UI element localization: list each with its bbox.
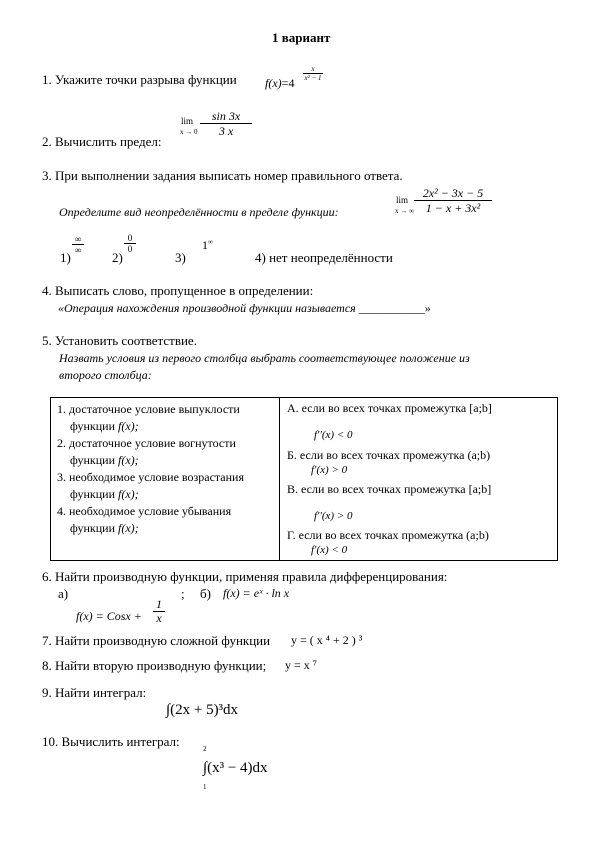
- left-item-4-line-2: [70, 521, 139, 536]
- left-item-1-line-2: [70, 419, 139, 434]
- integral-upper-limit: 2: [203, 745, 207, 753]
- left-item-3-line-2: [70, 487, 139, 502]
- right-item-g-formula: f′(x) < 0: [311, 544, 348, 556]
- option-2-fraction: [124, 233, 136, 254]
- conditions-table: [50, 397, 558, 561]
- left-item-3-line-1: 3. необходимое условие возрастания: [57, 470, 244, 484]
- limit-denominator: 3 x: [218, 124, 234, 138]
- left-item-2-label: функции: [70, 453, 118, 467]
- option-3-base: 1: [202, 238, 208, 252]
- conditions-right-column: [280, 398, 558, 561]
- exponent-denominator: x² − 1: [304, 74, 322, 82]
- limit-symbol: lim: [181, 116, 194, 126]
- question-6-label-b: б): [200, 586, 211, 601]
- option-2-denominator: 0: [127, 244, 133, 254]
- question-6-text: 6. Найти производную функции, применяя правила дифференцирования:: [42, 569, 448, 584]
- question-5-instruction-2: второго столбца:: [59, 368, 152, 382]
- right-item-g-text: Г. если во всех точках промежутка (a;b): [287, 528, 489, 542]
- left-item-2-line-2: [70, 453, 139, 468]
- fraction-denominator: x: [156, 611, 162, 625]
- question-1-exponent: [300, 65, 326, 82]
- question-6-label-a: а): [58, 586, 69, 601]
- question-3-instruction: Определите вид неопределённости в пределе функции:: [59, 205, 339, 219]
- option-2-label: 2): [112, 250, 123, 265]
- question-5-instruction-1: Назвать условия из первого столбца выбрать соответствующее положение из: [59, 351, 470, 365]
- left-item-4-fx: f(x);: [118, 521, 139, 535]
- question-3-text: 3. При выполнении задания выписать номер правильного ответа.: [42, 168, 403, 183]
- left-item-1-line-1: 1. достаточное условие выпуклости: [57, 402, 240, 416]
- option-1-denominator: ∞: [74, 245, 82, 255]
- question-6-a-formula: f(x) = Cosx +: [76, 609, 142, 623]
- question-2-text: 2. Вычислить предел:: [42, 134, 162, 149]
- right-item-b-formula: f′(x) > 0: [311, 464, 348, 476]
- question-7-text: 7. Найти производную сложной функции: [42, 633, 271, 648]
- question-1-text: 1. Укажите точки разрыва функции: [42, 72, 237, 87]
- fraction-numerator: 1: [156, 597, 162, 611]
- question-8-text: 8. Найти вторую производную функции;: [42, 658, 267, 673]
- option-2-numerator: 0: [127, 233, 133, 243]
- limit-symbol-2: lim: [396, 195, 409, 205]
- right-item-a-formula: f′′(x) < 0: [314, 429, 353, 441]
- question-6-a-fraction: [153, 598, 165, 625]
- question-4-quote-text: «Операция нахождения производной функции называется: [58, 301, 356, 315]
- question-7-formula: y = ( x ⁴ + 2 ) ³: [291, 633, 363, 647]
- option-3-exponent: ∞: [208, 238, 213, 246]
- right-item-b-text: Б. если во всех точках промежутка (a;b): [287, 448, 491, 462]
- option-1-numerator: ∞: [74, 234, 82, 244]
- left-item-1-label: функции: [70, 419, 118, 433]
- exponent-numerator: x: [311, 65, 315, 73]
- question-10-formula: ∫(x³ − 4)dx: [203, 760, 268, 776]
- left-item-2-line-1: 2. достаточное условие вогнутости: [57, 436, 236, 450]
- limit-numerator-2: 2x² − 3x − 5: [422, 186, 484, 200]
- option-3-label: 3): [175, 250, 186, 265]
- left-item-3-fx: f(x);: [118, 487, 139, 501]
- question-4-text: 4. Выписать слово, пропущенное в определении:: [42, 283, 314, 298]
- question-4-quote: [58, 301, 431, 316]
- question-6-separator: ;: [181, 586, 185, 601]
- left-item-4-line-1: 4. необходимое условие убывания: [57, 504, 232, 518]
- question-9-formula: ∫(2x + 5)³dx: [166, 702, 239, 718]
- page-title: 1 вариант: [272, 30, 331, 45]
- table-row: [51, 398, 558, 561]
- right-item-a-text: А. если во всех точках промежутка [a;b]: [287, 401, 492, 415]
- question-1-formula: f(x)=4: [265, 76, 295, 90]
- right-item-v-formula: f′′(x) > 0: [314, 510, 353, 522]
- question-10-text: 10. Вычислить интеграл:: [42, 734, 180, 749]
- option-3-value: [202, 238, 213, 253]
- left-item-2-fx: f(x);: [118, 453, 139, 467]
- limit-fraction-2: [414, 186, 492, 215]
- left-item-1-fx: f(x);: [118, 419, 139, 433]
- option-1-fraction: [72, 234, 84, 255]
- left-item-3-label: функции: [70, 487, 118, 501]
- question-9-text: 9. Найти интеграл:: [42, 685, 147, 700]
- formula-eq: =4: [281, 76, 295, 90]
- question-8-formula: y = x ⁷: [285, 658, 317, 672]
- formula-x: x: [272, 76, 278, 90]
- question-5-text: 5. Установить соответствие.: [42, 333, 197, 348]
- formula-f: f: [265, 76, 269, 90]
- left-item-4-label: функции: [70, 521, 118, 535]
- integral-lower-limit: 1: [203, 783, 207, 791]
- conditions-left-column: [51, 398, 280, 561]
- limit-fraction: [200, 109, 252, 138]
- limit-numerator: sin 3x: [211, 109, 241, 123]
- option-4-label: 4) нет неопределённости: [255, 250, 393, 265]
- limit-subscript-2: x → ∞: [395, 207, 414, 215]
- limit-subscript: x → 0: [180, 128, 198, 136]
- question-6-b-formula: f(x) = eˣ · ln x: [223, 586, 290, 600]
- question-4-blank: ___________»: [358, 301, 431, 315]
- limit-denominator-2: 1 − x + 3x²: [425, 201, 481, 215]
- option-1-label: 1): [60, 250, 71, 265]
- right-item-v-text: В. если во всех точках промежутка [a;b]: [287, 482, 492, 496]
